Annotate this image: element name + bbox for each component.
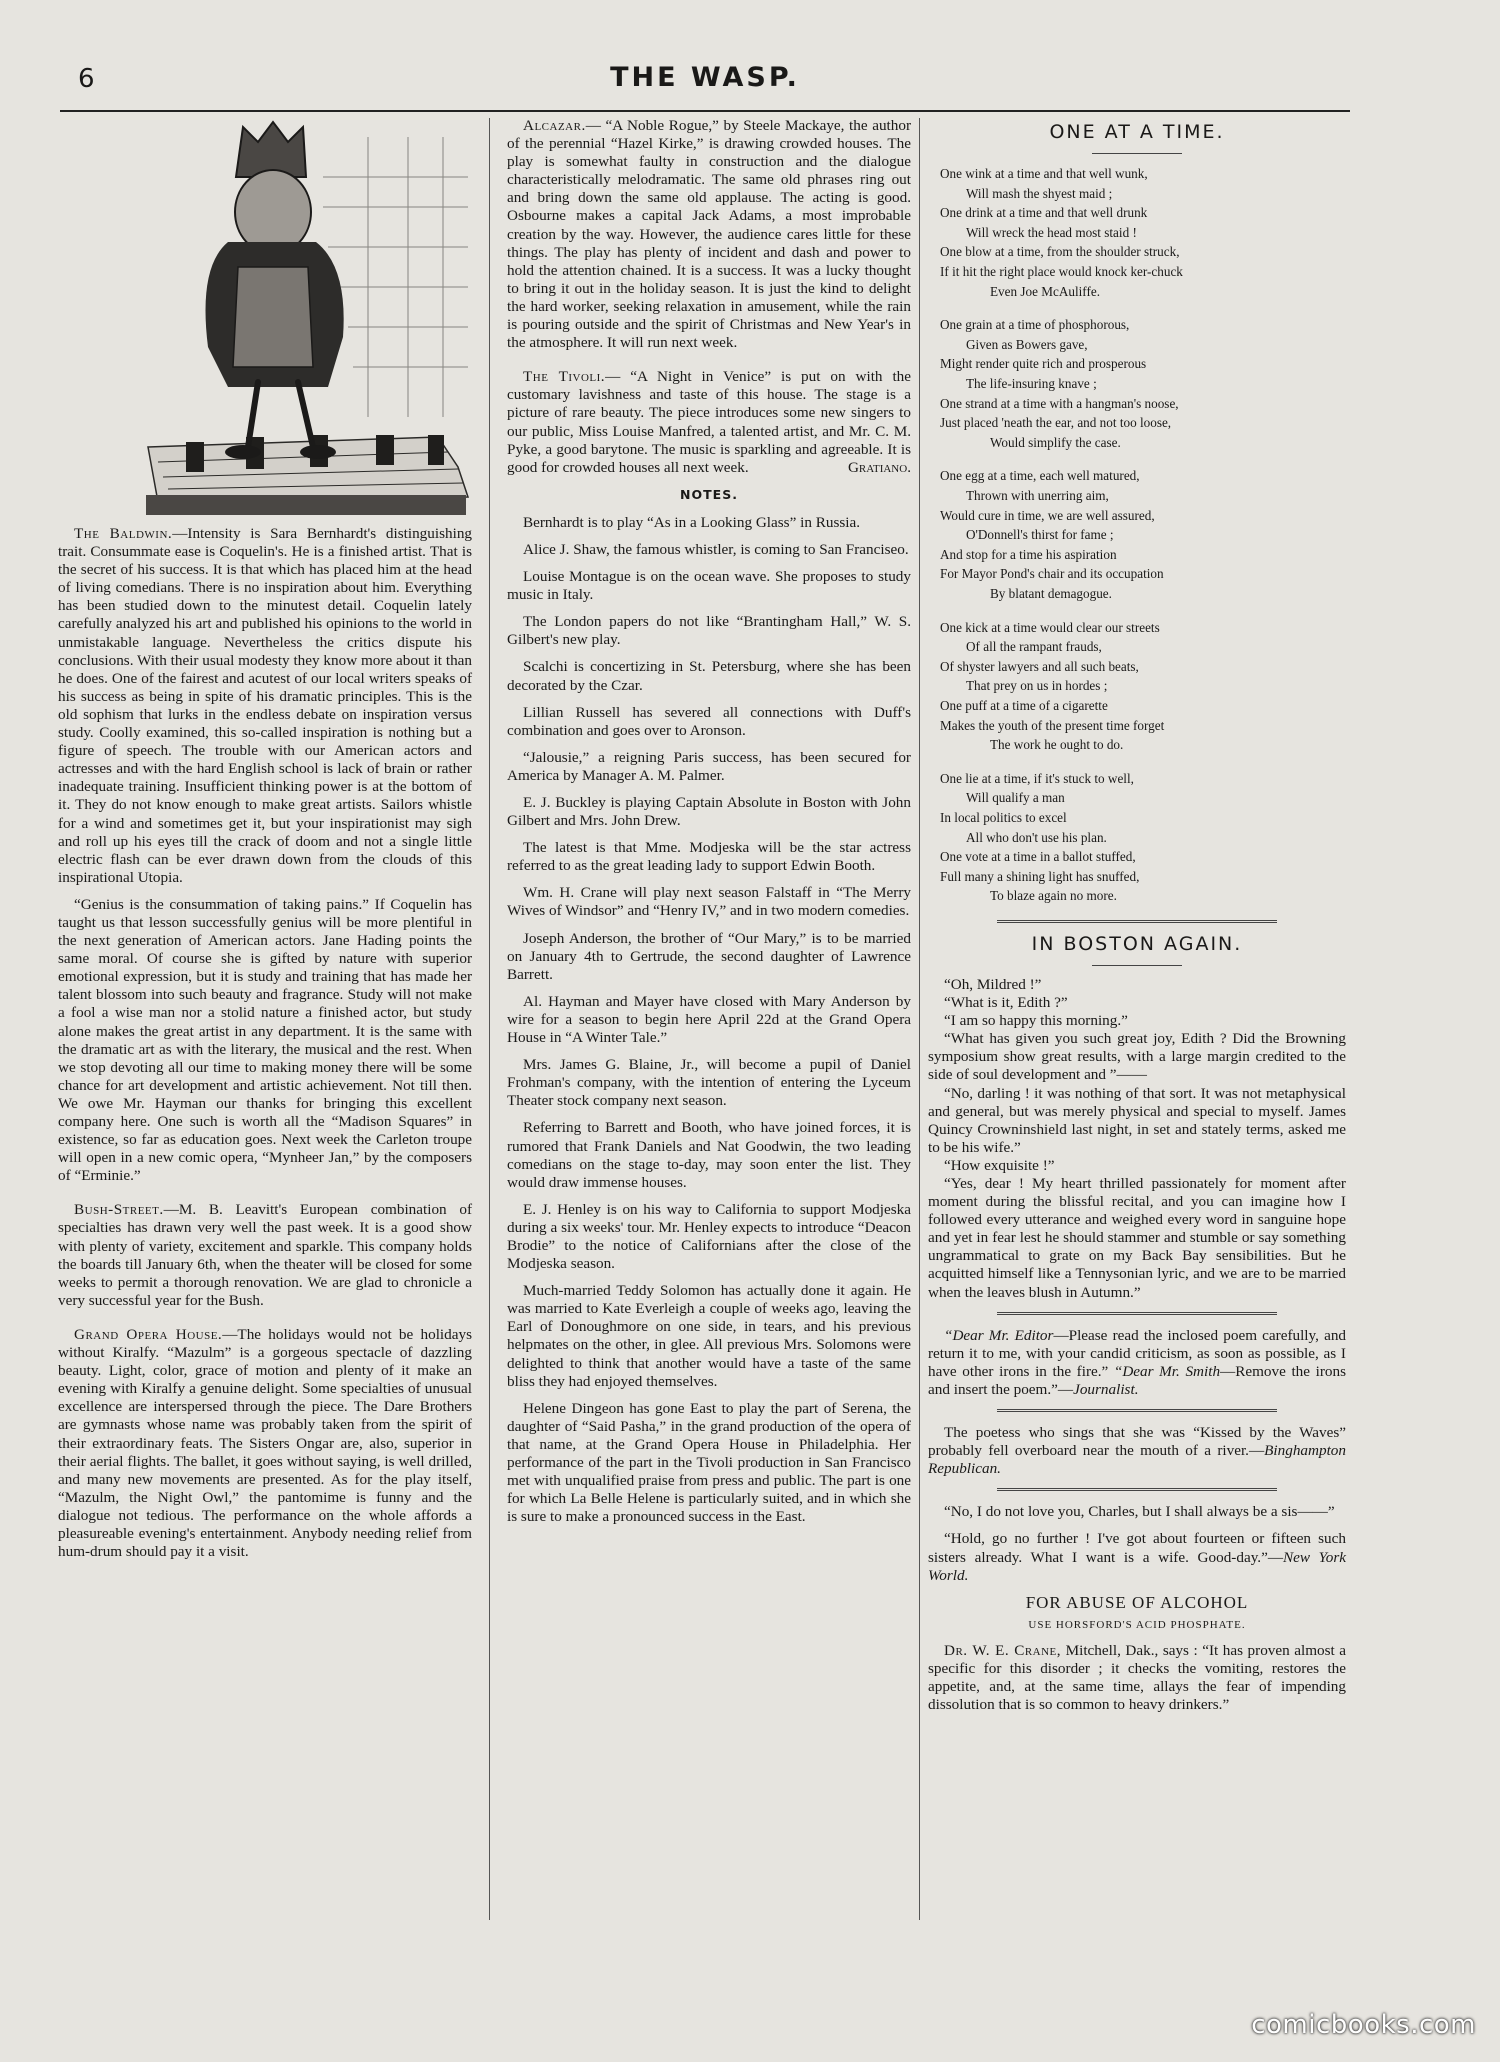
poem-stanza xyxy=(928,466,1346,603)
note-item: “Jalousie,” a reigning Paris success, has been secured for America by Manager A. M. Palmer. xyxy=(507,748,911,784)
note-item: Mrs. James G. Blaine, Jr., will become a pupil of Daniel Frohman's company, with the intention of entering the Lyceum Theater stock company next season. xyxy=(507,1056,911,1110)
poem-line: Of shyster lawyers and all such beats, xyxy=(940,658,1139,674)
poem-line: One strand at a time with a hangman's noose, xyxy=(940,395,1179,411)
dialogue-line: “What is it, Edith ?” xyxy=(944,994,1068,1012)
note-item: Lillian Russell has severed all connections with Duff's combination and goes over to Aronson. xyxy=(507,703,911,739)
page-number: 6 xyxy=(78,64,95,94)
column-middle xyxy=(507,117,911,1535)
poem-body xyxy=(928,164,1346,906)
poem-line: Will qualify a man xyxy=(966,790,1065,806)
notes-list xyxy=(507,514,911,1527)
poem-line: Just placed 'neath the ear, and not too loose, xyxy=(940,415,1172,431)
dialogue-line: “Oh, Mildred !” xyxy=(944,975,1042,993)
charles-quip: “No, I do not love you, Charles, but I shall always be a sis——” xyxy=(944,1503,1335,1521)
masthead-title: THE WASP. xyxy=(610,62,800,93)
tivoli-review-text: — “A Night in Venice” is put on with the customary lavishness and taste of this house. The stage is a picture of rare beauty. The piece introduces some new singers to our public, Miss Louise Manfred, a talented artist, and Mr. C. M. Pyke, a good barytone. The music is sparkling and agreeable. It is good for crowded houses all next week. xyxy=(507,368,911,476)
poem-line: Thrown with unerring aim, xyxy=(966,488,1109,503)
poem-line: One vote at a time in a ballot stuffed, xyxy=(940,849,1136,865)
poem-line: One drink at a time and that well drunk xyxy=(940,205,1148,221)
note-item: The London papers do not like “Brantingham Hall,” W. S. Gilbert's new play. xyxy=(507,613,911,649)
poem-line: One lie at a time, if it's stuck to well, xyxy=(940,770,1134,786)
dialogue-line: “How exquisite !” xyxy=(944,1156,1055,1174)
notes-heading: NOTES. xyxy=(680,486,738,502)
byline-signature: Gratiano. xyxy=(847,458,911,476)
caricature-illustration xyxy=(138,117,478,517)
source-credit: Binghampton Republican. xyxy=(928,1442,1346,1478)
poem-line: One egg at a time, each well matured, xyxy=(940,468,1140,484)
column-divider xyxy=(489,118,490,1920)
poem-stanza xyxy=(928,618,1346,755)
poem-line: One kick at a time would clear our streets xyxy=(940,619,1160,635)
note-item: The latest is that Mme. Modjeska will be the star actress referred to as the great leading lady to support Edwin Booth. xyxy=(507,839,911,875)
watermark: comicbooks.com xyxy=(1251,2010,1476,2040)
note-item: Bernhardt is to play “As in a Looking Glass” in Russia. xyxy=(523,513,861,531)
poem-title: ONE AT A TIME. xyxy=(1049,121,1225,143)
title-rule xyxy=(1092,965,1182,966)
editor-salutation: “Dear Mr. Editor xyxy=(944,1326,1054,1344)
baldwin-review-text: —Intensity is Sara Bernhardt's distinguishing trait. Consummate ease is Coquelin's. He is a finished artist. That is the secret of his success. It is that which has placed him at the head of living comedians. There is no inspiration about him. Everything has been studied down to the minutest detail. Coquelin lately carefully analyzed his art and published his opinions to the world in unmistakable language. Nevertheless the critics dispute his conclusions. With their usual modesty they know more about it than he does. One of the fairest and acutest of our local writers speaks of his success as being in spite of his dramatic principles. This is the old sophism that lurks in the endless debate on inspiration versus study. Coolly examined, this so-called inspiration is nothing but a figure of speech. The trouble with our American actors and actresses and with the hard English school is lack of brain or rather inadequate training. Insufficient thinking power is at the bottom of it. They do not know enough to make great artists. Sailors whistle for a wind and sometimes get it, but your inspirationist may sigh and roll up his eyes till the crack of doom and not a single little electric flash can be ever drawn down from the clouds of this inspirational Utopia. xyxy=(58,525,473,886)
section-divider xyxy=(997,1312,1277,1315)
poem-line: O'Donnell's thirst for fame ; xyxy=(966,527,1114,543)
poem-line: One grain at a time of phosphorous, xyxy=(940,317,1130,333)
column-left xyxy=(58,117,472,1570)
section-lead-grand-opera: Grand Opera House. xyxy=(74,1325,223,1343)
editor-reply-salutation: “Dear Mr. Smith xyxy=(1113,1362,1221,1380)
editor-reply: —Remove the irons and insert the poem.”— xyxy=(928,1362,1346,1398)
note-item: E. J. Henley is on his way to California to support Modjeska during a six weeks' tour. Mr. Henley expects to introduce “Deacon Brodie” to the notice of Californians after the close of the Modjeska season. xyxy=(507,1200,911,1273)
charles-reply: “Hold, go no further ! I've got about fourteen or fifteen such sisters already. What I want is a wife. Good-day.”— xyxy=(928,1530,1346,1566)
poem-line: One puff at a time of a cigarette xyxy=(940,697,1108,713)
poem-line: In local politics to excel xyxy=(940,809,1067,825)
poem-line: And stop for a time his aspiration xyxy=(940,546,1117,562)
advertisement-text: Mitchell, Dak., says : “It has proven almost a specific for this disorder ; it checks the vomiting, restores the appetite, and, at the same time, allays the fear of impending dissolution that is so common to heavy drinkers.” xyxy=(928,1641,1347,1714)
poem-line: Might render quite rich and prosperous xyxy=(940,356,1147,372)
advertisement-subtitle: USE HORSFORD'S ACID PHOSPHATE. xyxy=(1028,1618,1246,1631)
story-title: IN BOSTON AGAIN. xyxy=(1031,932,1243,955)
poem-line: Full many a shining light has snuffed, xyxy=(940,868,1140,884)
section-divider xyxy=(997,920,1277,923)
editor-request: —Please read the inclosed poem carefully, and return it to me, with your candid criticism, as soon as possible, as I have other irons in the fire.” xyxy=(928,1326,1347,1380)
note-item: Al. Hayman and Mayer have closed with Mary Anderson by wire for a season to begin here April 22d at the Grand Opera House in “A Winter Tale.” xyxy=(507,992,911,1047)
poetess-text: The poetess who sings that she was “Kissed by the Waves” probably fell overboard near the mouth of a river.— xyxy=(928,1424,1346,1460)
source-credit: Journalist. xyxy=(1073,1380,1139,1398)
poem-line: Will wreck the head most staid ! xyxy=(966,224,1137,240)
dialogue-line: “Yes, dear ! My heart thrilled passionately for moment after moment during the blissful recital, and you can imagine how I followed every utterance and weighed every word in sanguine hope and yet in fear lest he should stammer and stumble or say something ungrammatical to grate on my Back Bay sensibilities. But he acquitted himself like a Tennysonian lyric, and we are to be married when the leaves blush in Autumn.” xyxy=(928,1175,1346,1301)
note-item: Joseph Anderson, the brother of “Our Mary,” is to be married on January 4th to Gertrude, the second daughter of Lawrence Barrett. xyxy=(507,929,911,983)
poem-line: To blaze again no more. xyxy=(990,888,1117,904)
poem-line: For Mayor Pond's chair and its occupation xyxy=(940,566,1164,582)
note-item: Alice J. Shaw, the famous whistler, is coming to San Franciseo. xyxy=(523,540,909,558)
bush-street-review-text: —M. B. Leavitt's European combination of specialties has drawn very well the past week. It is a good show with plenty of variety, excitement and sparkle. This company holds the boards till January 6th, when the theater will be closed for some weeks to permit a thorough renovation. We are glad to chronicle a very successful year for the Bush. xyxy=(58,1201,472,1309)
poem-line: If it hit the right place would knock ker-chuck xyxy=(940,264,1183,280)
poem-line: Makes the youth of the present time forget xyxy=(940,717,1165,733)
note-item: Louise Montague is on the ocean wave. She proposes to study music in Italy. xyxy=(507,568,911,604)
editor-anecdote xyxy=(928,1327,1346,1399)
poem-stanza xyxy=(928,164,1346,301)
advertisement-lead: Dr. W. E. Crane, xyxy=(944,1641,1062,1659)
note-item: Helene Dingeon has gone East to play the part of Serena, the daughter of “Said Pasha,” in the grand production of the opera of that name, at the Grand Opera House in Philadelphia. Her performance of the part in the Tivoli production in San Francisco met with unqualified praise from press and public. The part is one for which La Belle Helene is particularly suited, and in which she is sure to make a pronounced success in the East. xyxy=(507,1399,911,1526)
poem-line: Would cure in time, we are well assured, xyxy=(940,507,1155,523)
section-divider xyxy=(997,1488,1277,1491)
page-header xyxy=(60,60,1350,112)
title-rule xyxy=(1092,153,1182,154)
poem-line: By blatant demagogue. xyxy=(990,585,1112,601)
source-credit: New York World. xyxy=(928,1548,1346,1584)
poem-line: The work he ought to do. xyxy=(990,737,1124,753)
section-divider xyxy=(997,1409,1277,1412)
section-lead-bush-street: Bush-Street. xyxy=(74,1201,164,1219)
poem-line: Would simplify the case. xyxy=(990,434,1121,450)
poem-line: All who don't use his plan. xyxy=(966,829,1107,845)
section-lead-baldwin: The Baldwin. xyxy=(74,525,173,542)
story-body xyxy=(928,976,1346,1302)
note-item: Wm. H. Crane will play next season Falstaff in “The Merry Wives of Windsor” and “Henry IV,” and in two modern comedies. xyxy=(507,884,911,920)
poem-line: Given as Bowers gave, xyxy=(966,336,1088,352)
note-item: E. J. Buckley is playing Captain Absolute in Boston with John Gilbert and Mrs. John Drew. xyxy=(507,794,911,830)
section-lead-alcazar: Alcazar. xyxy=(523,117,586,134)
column-divider xyxy=(919,118,920,1920)
poetess-quip xyxy=(928,1424,1346,1478)
grand-opera-review-text: —The holidays would not be holidays without Kiralfy. “Mazulm” is a gorgeous spectacle of dazzling beauty. Light, color, grace of motion and plenty of it make an evening with Kiralfy a genuine delight. Some specialties of unusual excellence are interspersed through the piece. The Dare Brothers are gymnasts whose name was probably taken from the spirit of their extraordinary feats. The Sisters Ongar are, also, superior in their aerial flights. The ballet, it goes without saying, is well drilled, and many new movements are presented. As for the play itself, “Mazulm, the Night Owl,” the pantomime is funny and the dialogue not tedious. The performance on the whole affords a pleasureable evening's entertainment. Anybody needing relief from hum-drum should pay it a visit. xyxy=(58,1325,472,1561)
poem-line: Of all the rampant frauds, xyxy=(966,639,1102,655)
poem-line: The life-insuring knave ; xyxy=(966,376,1097,392)
note-item: Referring to Barrett and Booth, who have joined forces, it is rumored that Frank Daniels and Nat Goodwin, the two leading comedians on the stage to-day, may soon enter the list. They would draw immense houses. xyxy=(507,1119,911,1191)
note-item: Scalchi is concertizing in St. Petersburg, where she has been decorated by the Czar. xyxy=(507,658,911,694)
poem-line: One wink at a time and that well wunk, xyxy=(940,166,1148,182)
poem-stanza xyxy=(928,769,1346,906)
alcazar-review-text: — “A Noble Rogue,” by Steele Mackaye, the author of the perennial “Hazel Kirke,” is drawing crowded houses. The play is somewhat faulty in construction and the dialogue characteristically melodramatic. The same old phrases ring out and bring down the same old applause. The acting is good. Osbourne makes a capital Jack Adams, a most improbable creation by the way. However, the audience cares little for these things. The play has plenty of incident and dash and power to hold the attention chained. It is a success. It was a lucky thought to bring it out in the holiday season. It is just the kind to delight the hard worker, seeking relaxation in amusement, while the rain is pouring outside and the spirit of Christmas and New Year's in the atmosphere. It will run next week. xyxy=(507,117,911,352)
advertisement-title: FOR ABUSE OF ALCOHOL xyxy=(1025,1592,1249,1612)
dialogue-line: “No, darling ! it was nothing of that sort. It was not metaphysical and general, but was merely physical and special to myself. James Quincy Crowninshield last night, in set and stately terms, asked me to be his wife.” xyxy=(928,1084,1346,1156)
poem-stanza xyxy=(928,315,1346,452)
section-lead-tivoli: The Tivoli. xyxy=(523,368,606,386)
column-right xyxy=(928,117,1346,1723)
poem-line: Will mash the shyest maid ; xyxy=(966,185,1113,201)
baldwin-review-text-2: “Genius is the consummation of taking pains.” If Coquelin has taught us that lesson successfully genius will be more plentiful in the next generation of American actors. Jane Hading points the same moral. Of course she is gifted by nature with superior emotional expression, but it is study and training that has made her talent blossom into such beauty and fragrance. Study will not make a fool a wise man nor a stolid nature a finished actor, but study alone makes the great artist in any department. It is the same with the dramatic art as with the literary, the musical and the rest. When we stop devoting all our time to making money there will be some chance for art development and artistic achievement. Not till then. We owe Mr. Hayman our thanks for bringing this excellent company here. One such is worth all the “Madison Squares” in existence, so far as education goes. Next week the Carleton troupe will open in a new comic opera, “Mynheer Jan,” by the composers of “Erminie.” xyxy=(58,895,472,1185)
note-item: Much-married Teddy Solomon has actually done it again. He was married to Kate Everleigh a couple of weeks ago, leaving the Earl of Donoughmore on one side, in tears, and his previous helpmates on the other, in glee. All previous Mrs. Solomons were delighted to think that another would have a taste of the same bliss they had enjoyed themselves. xyxy=(507,1282,911,1390)
poem-line: Even Joe McAuliffe. xyxy=(990,283,1100,299)
poem-line: One blow at a time, from the shoulder struck, xyxy=(940,244,1180,260)
poem-line: That prey on us in hordes ; xyxy=(966,678,1108,694)
dialogue-line: “What has given you such great joy, Edith ? Did the Browning symposium show great results, with a large margin credited to the side of soul development and ”—— xyxy=(928,1030,1346,1084)
dialogue-line: “I am so happy this morning.” xyxy=(944,1012,1128,1030)
